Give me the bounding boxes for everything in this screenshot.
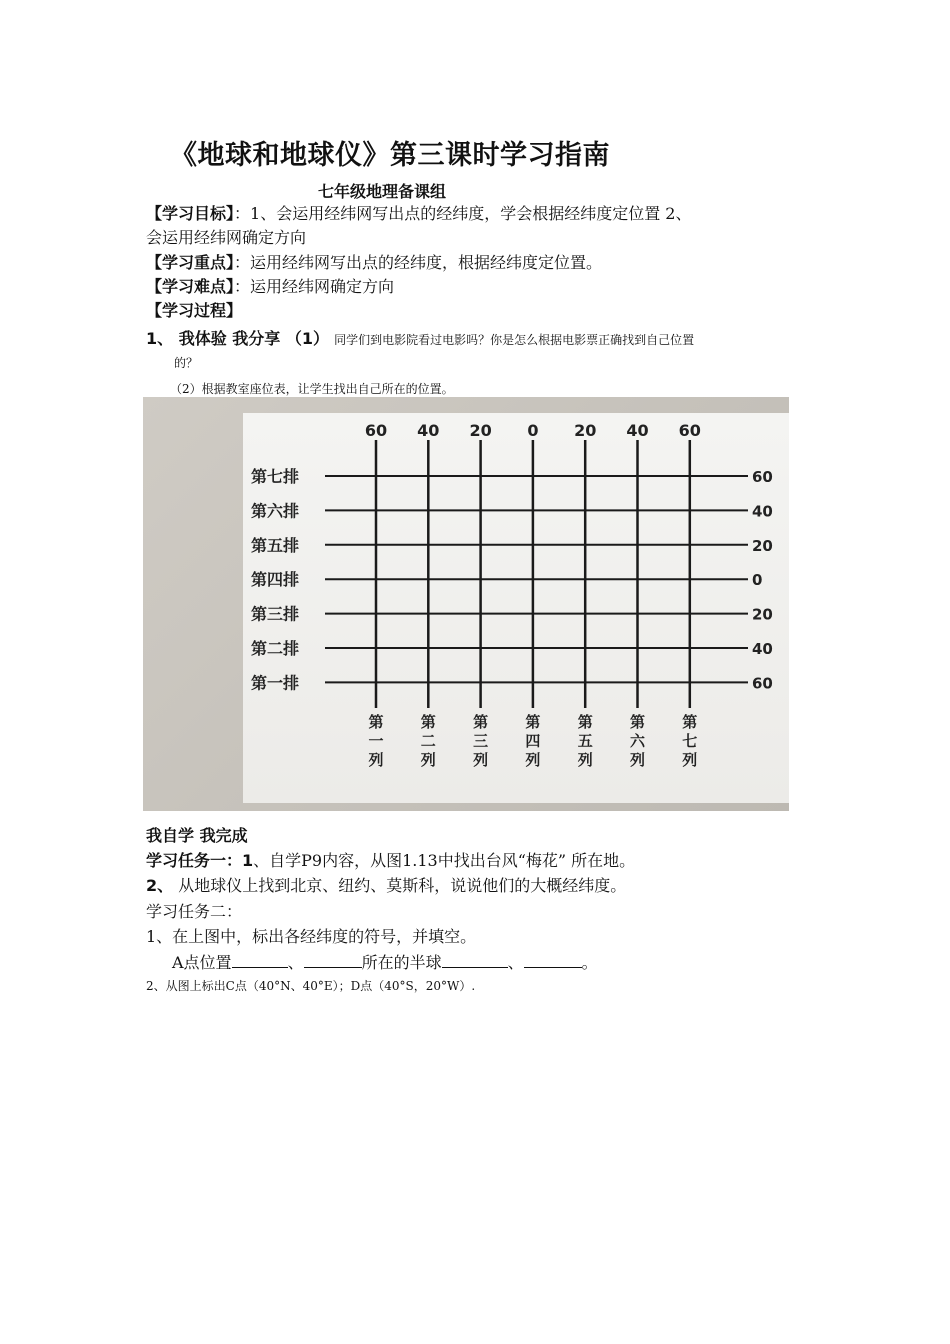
column-label-char: 第 (473, 713, 489, 731)
objectives-label: 【学习目标】 (146, 204, 235, 223)
blank-1[interactable] (232, 949, 288, 968)
row-label: 第五排 (251, 535, 300, 555)
page-subtitle: 七年级地理备课组 (318, 182, 447, 201)
task2-a-mid: 所在的半球 (361, 953, 442, 972)
row-value: 20 (752, 536, 773, 555)
row-label: 第一排 (251, 673, 300, 693)
row-label: 第四排 (251, 570, 300, 590)
difficulties-label: 【学习难点】 (146, 277, 235, 296)
column-label-char: 第 (420, 713, 436, 731)
row-value: 60 (752, 468, 773, 486)
process-label: 【学习过程】 (146, 301, 243, 320)
column-label-char: 第 (577, 713, 593, 731)
column-label-char: 列 (368, 751, 384, 769)
column-label-char: 五 (577, 732, 593, 750)
objectives-line2: 会运用经纬网确定方向 (146, 228, 307, 247)
column-top-label: 20 (574, 421, 597, 440)
column-label-char: 第 (368, 713, 384, 731)
experience-q1-cont: 的？ (174, 356, 199, 370)
task1-label: 学习任务一：1 (146, 851, 254, 870)
self-study-heading: 我自学 我完成 (146, 826, 248, 845)
page-title: 《地球和地球仪》第三课时学习指南 (170, 140, 610, 171)
experience-line (146, 327, 694, 352)
task2-item1: 1、在上图中，标出各经纬度的符号，并填空。 (146, 927, 477, 946)
column-label-char: 列 (525, 751, 541, 769)
objectives-line1 (146, 202, 691, 226)
task2-label: 学习任务二： (146, 902, 243, 921)
column-label-char: 一 (368, 732, 384, 750)
difficulties-text: ：运用经纬网确定方向 (234, 277, 395, 296)
column-top-label: 40 (417, 421, 440, 440)
seat-grid-photo (143, 397, 789, 811)
column-label-char: 四 (525, 732, 541, 750)
column-label-char: 列 (629, 751, 646, 769)
row-value: 20 (752, 605, 773, 624)
column-label-char: 七 (682, 732, 698, 750)
task2-fill-line (172, 949, 598, 975)
column-top-label: 40 (626, 421, 649, 440)
task2-item2: 2、从图上标出C点（40°N、40°E）；D点（40°S，20°W）. (146, 979, 476, 993)
task1-text: 、自学P9内容，从图1.13中找出台风“梅花” 所在地。 (253, 851, 636, 870)
column-top-label: 20 (469, 421, 492, 440)
sep-1: 、 (287, 953, 304, 972)
row-label: 第七排 (251, 467, 300, 486)
difficulties (146, 275, 394, 299)
key-points (146, 251, 602, 275)
task1-2-line (146, 874, 626, 898)
row-label: 第三排 (251, 604, 300, 624)
row-value: 60 (752, 674, 773, 693)
key-points-label: 【学习重点】 (146, 253, 235, 272)
row-label: 第二排 (251, 639, 300, 658)
column-label-char: 六 (629, 732, 646, 750)
experience-heading: 1、 我体验 我分享 （1） (146, 329, 329, 348)
row-value: 40 (752, 502, 773, 521)
column-top-label: 0 (527, 421, 539, 440)
row-value: 40 (752, 640, 773, 658)
seat-grid-figure (143, 397, 789, 811)
end-mark: 。 (581, 953, 598, 972)
column-label-char: 第 (682, 713, 698, 731)
task2-a-prefix: A点位置 (172, 953, 232, 972)
column-label-char: 第 (525, 713, 541, 731)
task1-line (146, 849, 635, 873)
column-label-char: 三 (473, 732, 489, 750)
blank-4[interactable] (524, 949, 582, 968)
objectives-text: ：1、会运用经纬网写出点的经纬度，学会根据经纬度定位置 2、 (234, 204, 692, 223)
column-label-char: 列 (682, 751, 698, 769)
column-label-char: 列 (420, 751, 436, 769)
column-top-label: 60 (678, 421, 701, 440)
experience-q1: 同学们到电影院看过电影吗？你是怎么根据电影票正确找到自己位置 (334, 333, 695, 347)
column-label-char: 列 (577, 751, 593, 769)
sep-2: 、 (507, 953, 524, 972)
row-label: 第六排 (251, 501, 300, 521)
blank-3[interactable] (442, 949, 508, 968)
key-points-text: ：运用经纬网写出点的经纬度，根据经纬度定位置。 (234, 253, 603, 272)
task1-2-text: 从地球仪上找到北京、纽约、莫斯科，说说他们的大概经纬度。 (173, 876, 627, 895)
column-top-label: 60 (364, 421, 388, 440)
column-label-char: 二 (420, 732, 436, 750)
row-value: 0 (752, 571, 763, 590)
column-label-char: 列 (473, 751, 489, 769)
blank-2[interactable] (304, 949, 362, 968)
experience-q2: （2）根据教室座位表，让学生找出自己所在的位置。 (170, 382, 454, 396)
task1-2-label: 2、 (146, 876, 174, 895)
column-label-char: 第 (629, 713, 646, 731)
